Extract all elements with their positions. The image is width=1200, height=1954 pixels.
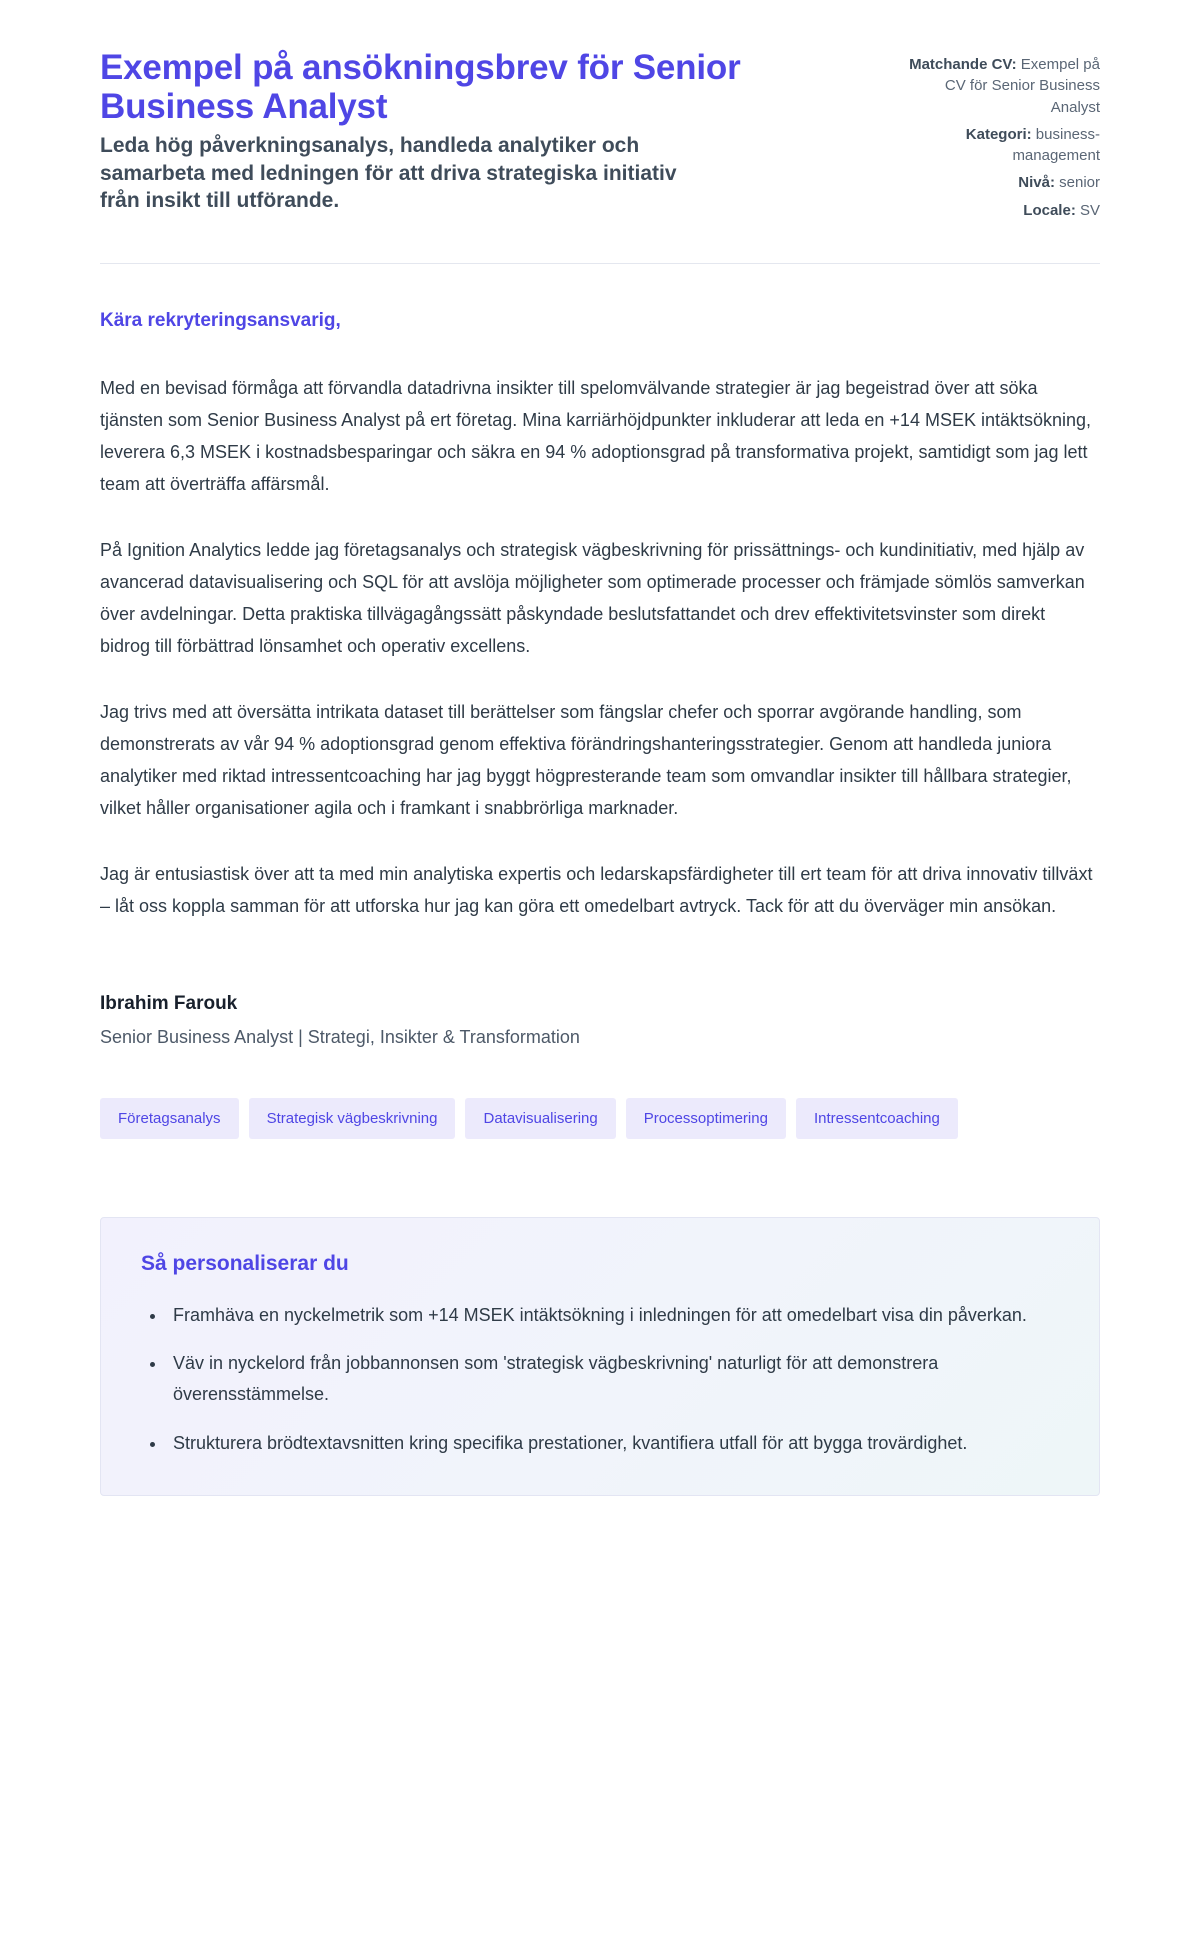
- list-item: • Väv in nyckelord från jobbannonsen som 'strategisk vägbeskrivning' naturligt för att demonstrera överensstämmelse.: [167, 1348, 1053, 1410]
- skill-tag-list: [100, 1048, 1100, 1139]
- letter-paragraph: Jag är entusiastisk över att ta med min analytiska expertis och ledarskapsfärdigheter till ert team för att driva innovativ tillväxt – låt oss koppla samman för att utforska hur jag kan göra ett omedelbart avtryck. Tack för att du överväger min ansökan.: [100, 864, 1093, 917]
- header-title-block: [100, 48, 800, 214]
- skill-tag[interactable]: Processoptimering: [626, 1098, 786, 1139]
- meta-level: [900, 172, 1100, 193]
- meta-matching-cv-value: Exempel på CV för Senior Business Analyst: [944, 56, 1100, 116]
- meta-category-value: business-management: [1012, 125, 1100, 165]
- letter-body: [100, 264, 1100, 922]
- signature-role: Senior Business Analyst | Strategi, Insikter & Transformation: [100, 1026, 580, 1047]
- meta-locale: [900, 200, 1100, 221]
- meta-matching-cv: [900, 54, 1100, 118]
- callout-title: Så personaliserar du: [141, 1251, 349, 1275]
- meta-level-label: Nivå:: [1018, 174, 1055, 192]
- letter-paragraph: På Ignition Analytics ledde jag företagsanalys och strategisk vägbeskrivning för prissättnings- och kundinitiativ, med hjälp av avancerad datavisualisering och SQL för att avslöja möjligheter som optimerade processer och främjade sömlös samverkan över avdelningar. Detta praktiska tillvägagångssätt påskyndade beslutsfattandet och drev effektivitetsvinster som direkt bidrog till förbättrad lönsamhet och operativ excellens.: [100, 540, 1085, 657]
- list-item: • Framhäva en nyckelmetrik som +14 MSEK intäktsökning i inledningen för att omedelbart visa din påverkan.: [167, 1300, 1053, 1331]
- page-header: [100, 0, 1100, 264]
- page-subtitle: Leda hög påverkningsanalys, handleda analytiker och samarbeta med ledningen för att driva strategiska initiativ från insikt till utförande.: [100, 134, 677, 212]
- signature-block: [100, 957, 1100, 1048]
- meta-locale-label: Locale:: [1023, 201, 1076, 219]
- skill-tag[interactable]: Datavisualisering: [465, 1098, 615, 1139]
- meta-level-value: senior: [1059, 174, 1100, 192]
- skill-tag[interactable]: Intressentcoaching: [796, 1098, 958, 1139]
- header-metadata: [900, 48, 1100, 227]
- list-item: • Strukturera brödtextavsnitten kring specifika prestationer, kvantifiera utfall för att bygga trovärdighet.: [167, 1428, 1053, 1459]
- letter-salutation: Kära rekryteringsansvarig,: [100, 310, 341, 332]
- letter-paragraph: Jag trivs med att översätta intrikata dataset till berättelser som fängslar chefer och sporrar avgörande handling, som demonstrerats av vår 94 % adoptionsgrad genom effektiva förändringshanteringsstrategier. Genom att handleda juniora analytiker med riktad intressentcoaching har jag byggt högpresterande team som omvandlar insikter till hållbara strategier, vilket håller organisationer agila och i framkant i snabbrörliga marknader.: [100, 702, 1072, 819]
- letter-paragraph: Med en bevisad förmåga att förvandla datadrivna insikter till spelomvälvande strategier är jag begeistrad över att söka tjänsten som Senior Business Analyst på ert företag. Mina karriärhöjdpunkter inkluderar att leda en +14 MSEK intäktsökning, leverera 6,3 MSEK i kostnadsbesparingar och säkra en 94 % adoptionsgrad på transformativa projekt, samtidigt som jag lett team att överträffa affärsmål.: [100, 378, 1092, 495]
- personalization-callout: [100, 1217, 1100, 1497]
- meta-locale-value: SV: [1079, 201, 1100, 219]
- meta-category: [900, 124, 1100, 167]
- meta-matching-cv-label: Matchande CV:: [909, 56, 1017, 73]
- page-title: Exempel på ansökningsbrev för Senior Business Analyst: [100, 48, 741, 127]
- callout-list: [141, 1300, 1059, 1460]
- meta-category-label: Kategori:: [965, 125, 1032, 143]
- skill-tag[interactable]: Strategisk vägbeskrivning: [249, 1098, 456, 1139]
- signature-name: Ibrahim Farouk: [100, 992, 238, 1014]
- skill-tag[interactable]: Företagsanalys: [100, 1098, 239, 1139]
